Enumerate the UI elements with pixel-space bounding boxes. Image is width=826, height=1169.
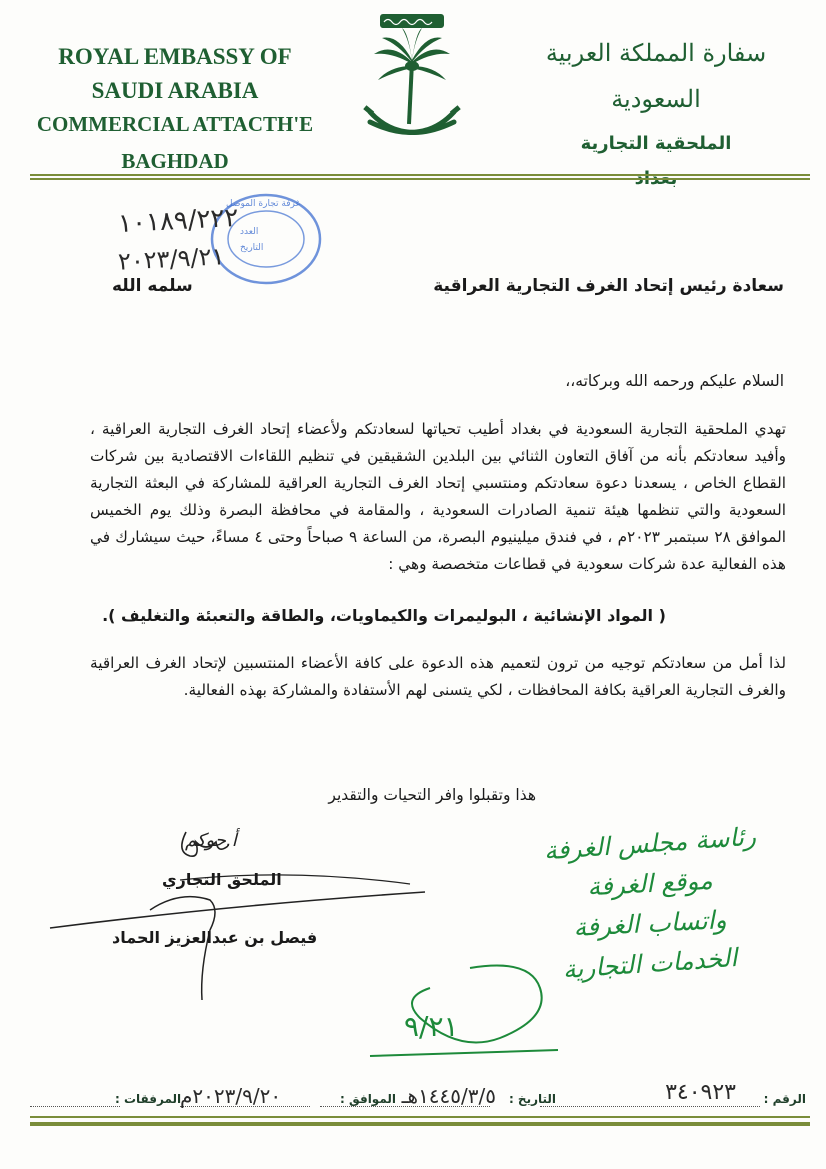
footer-divider-thick <box>30 1122 810 1126</box>
header-en-line2: COMMERCIAL ATTACTH'E <box>36 112 314 136</box>
header-ar-line3: بغداد <box>634 168 678 189</box>
footer-divider-thin <box>30 1116 810 1118</box>
footer-attachments-label: المرفقات : <box>115 1092 182 1106</box>
footer-corr-value: ٢٠٢٣/٩/٢٠م <box>180 1084 282 1108</box>
stamp-line2: التاريخ <box>240 243 264 253</box>
stamp-arc-text: غرفة تجارة الموصل <box>226 199 301 209</box>
letter-addressee: سعادة رئيس إتحاد الغرف التجارية العراقية <box>433 276 784 296</box>
header-en-line3: BAGHDAD <box>121 149 229 173</box>
footer-ref-dots <box>540 1106 760 1107</box>
footer-date-label: التاريخ : <box>508 1092 556 1106</box>
footer-attach-dots <box>30 1106 120 1107</box>
letter-sectors: ( المواد الإنشائية ، البوليمرات والكيماويات، والطاقة والتعبئة والتغليف ). <box>102 606 666 625</box>
handwritten-ref-number: ١٠١٨٩/٢٢٢ <box>117 202 240 240</box>
letter-closing: هذا وتقبلوا وافر التحيات والتقدير <box>328 786 536 804</box>
header-english <box>30 40 320 182</box>
footer-corr-label: الموافق : <box>340 1092 396 1106</box>
note-line4: الخدمات التجارية <box>561 942 739 985</box>
note-line2: موقع الغرفة <box>586 865 714 902</box>
note-number: ٩/٢١ <box>404 1010 459 1043</box>
note-line1: رئاسة مجلس الغرفة <box>543 821 757 866</box>
header-divider <box>30 174 810 180</box>
note-line3: واتساب الغرفة <box>572 905 728 942</box>
signature-title: الملحق التجاري <box>162 870 282 889</box>
footer-ref-label: الرقم : <box>763 1092 806 1106</box>
letter-paragraph-2: لذا أمل من سعادتكم توجيه من ترون لتعميم هذه الدعوة على كافة الأعضاء المنتسبين لإتحاد الغرف العراقية والغرف التجارية العراقية بكافة المحافظات ، لكي يتسنى لهم الأستفادة والمشاركة بهذه الفعالية. <box>90 654 786 699</box>
handwritten-ref-date: ٢٠٢٣/٩/٢١ <box>117 242 226 276</box>
saudi-emblem-icon <box>362 12 462 152</box>
header-ar-line2: الملحقية التجارية <box>580 133 732 154</box>
footer-date-value: ١٤٤٥/٣/٥هـ <box>401 1084 496 1108</box>
letter-greeting: السلام عليكم ورحمه الله وبركاته،، <box>565 372 784 390</box>
stamp-line1: العدد <box>240 227 259 237</box>
footer-ref-value: ٣٤٠٩٢٣ <box>665 1080 736 1105</box>
header-arabic <box>526 30 786 196</box>
header-ar-line1: سفارة المملكة العربية السعودية <box>545 39 767 113</box>
signature-name: فيصل بن عبدالعزيز الحماد <box>112 928 318 947</box>
letter-paragraph-1: تهدي الملحقية التجارية السعودية في بغداد أطيب تحياتها لسعادتكم ولأعضاء إتحاد الغرف التجارية العراقية ، وأفيد سعادتكم بأنه من آفاق التعاون الثنائي بين البلدين الشقيقين في تنظيم اللقاءات الاقتصادية بين شركات القطاع الخاص ، يسعدنا دعوة سعادتكم ومنتسبي إتحاد الغرف التجارية العراقية للمشاركة في البعثة التجارية السعودية والتي تنظمها هيئة تنمية الصادرات السعودية ، والمقامة في محافظة البصرة وذلك يوم الخميس الموافق ٢٨ سبتمبر ٢٠٢٣م ، في فندق ميلينيوم البصرة، من الساعة ٩ صباحاً وحتى ٤ مساءً، حيث سيشارك في هذه الفعالية عدة شركات سعودية في قطاعات متخصصة وهي : <box>90 420 786 573</box>
signature-handwritten: أ.حوكم <box>185 830 237 851</box>
letter-addressee-close: سلمه الله <box>112 276 193 296</box>
green-signature-icon <box>360 958 560 1068</box>
header-en-line1: ROYAL EMBASSY OF SAUDI ARABIA <box>58 44 292 103</box>
